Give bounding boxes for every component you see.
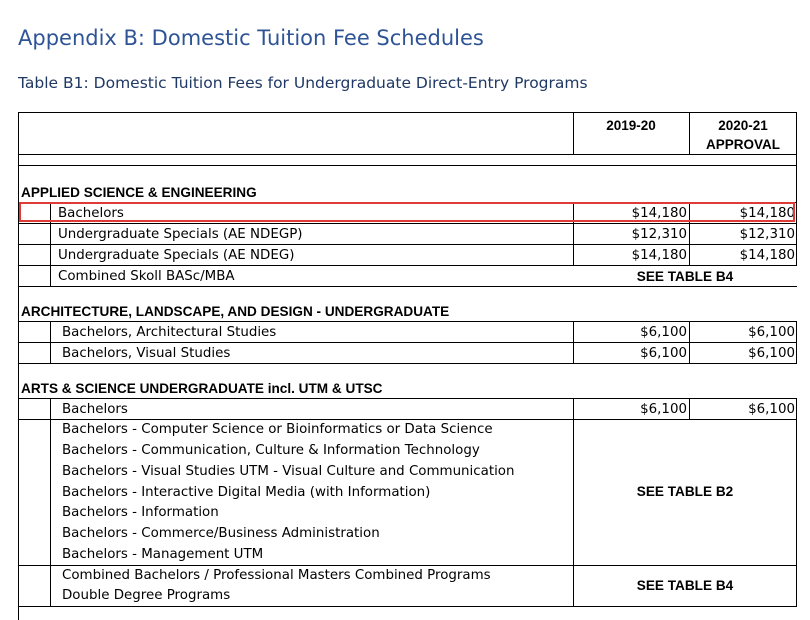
row-label: Bachelors - Visual Studies UTM - Visual Culture and Communication (62, 464, 515, 479)
row-label: Bachelors, Visual Studies (62, 346, 231, 361)
value-2020-21: $6,100 (748, 325, 795, 340)
value-2020-21: $6,100 (748, 346, 795, 361)
value-2020-21: $14,180 (739, 248, 795, 263)
value-2019-20: $14,180 (631, 206, 687, 221)
see-table-b4: SEE TABLE B4 (636, 578, 734, 593)
row-label: Bachelors - Management UTM (62, 547, 264, 562)
col-2020-21: 2020-21 (718, 118, 768, 133)
section-title: ARTS & SCIENCE UNDERGRADUATE incl. UTM & UTSC (21, 381, 383, 396)
row-label: Bachelors (58, 206, 124, 221)
row-label: Bachelors - Communication, Culture & Information Technology (62, 443, 480, 458)
row-label: Combined Skoll BASc/MBA (58, 269, 235, 284)
row-label: Bachelors, Architectural Studies (62, 325, 277, 340)
col-2019-20: 2019-20 (606, 118, 656, 133)
value-2020-21: $6,100 (748, 402, 795, 417)
row-label: Bachelors - Computer Science or Bioinformatics or Data Science (62, 422, 493, 437)
highlight-box (19, 202, 795, 222)
value-2019-20: $14,180 (631, 248, 687, 263)
row-label: Bachelors - Information (62, 505, 219, 520)
row-label: Bachelors (62, 402, 128, 417)
value-2019-20: $6,100 (640, 402, 687, 417)
col-approval: APPROVAL (705, 137, 780, 152)
section-title: ARCHITECTURE, LANDSCAPE, AND DESIGN - UNDERGRADUATE (21, 304, 450, 319)
page-heading: Appendix B: Domestic Tuition Fee Schedules (18, 26, 484, 50)
see-table-b2: SEE TABLE B2 (636, 484, 734, 499)
see-table-b4: SEE TABLE B4 (636, 269, 734, 284)
table-title: Table B1: Domestic Tuition Fees for Undergraduate Direct-Entry Programs (18, 74, 588, 92)
value-2019-20: $12,310 (631, 227, 687, 242)
row-label: Double Degree Programs (62, 588, 231, 603)
row-label: Undergraduate Specials (AE NDEGP) (58, 227, 303, 242)
value-2019-20: $6,100 (640, 346, 687, 361)
row-label: Bachelors - Commerce/Business Administration (62, 526, 380, 541)
value-2019-20: $6,100 (640, 325, 687, 340)
row-label: Combined Bachelors / Professional Masters Combined Programs (62, 568, 491, 583)
section-title: APPLIED SCIENCE & ENGINEERING (21, 185, 257, 200)
value-2020-21: $14,180 (739, 206, 795, 221)
value-2020-21: $12,310 (739, 227, 795, 242)
row-label: Bachelors - Interactive Digital Media (with Information) (62, 485, 431, 500)
row-label: Undergraduate Specials (AE NDEG) (58, 248, 295, 263)
